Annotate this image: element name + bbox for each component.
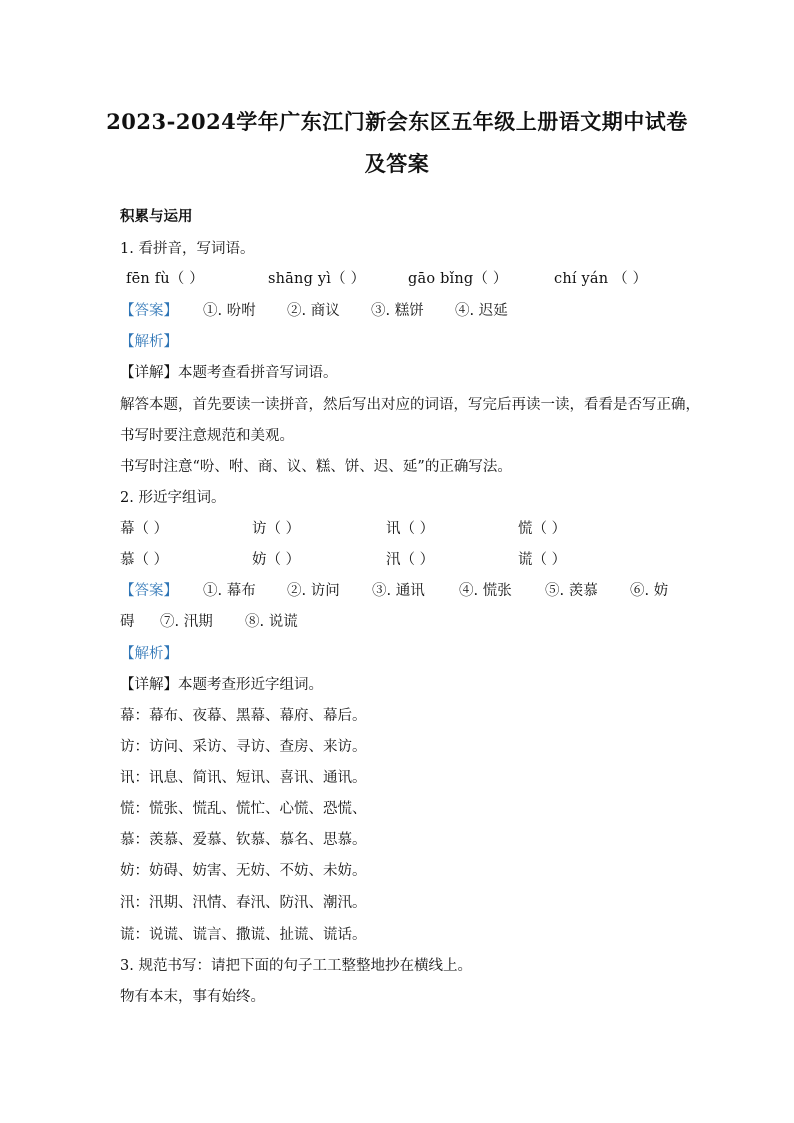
q3-sentence: 物有本末，事有始终。 [120, 989, 265, 1005]
q2-row2-item1: 慕（ ） [120, 552, 169, 568]
document-title-line2: 及答案 [364, 151, 430, 176]
q1-pinyin-1: fēn fù（ ） [126, 271, 205, 287]
q2-analysis-tag: 【解析】 [120, 646, 178, 662]
q2-row1-item2: 访（ ） [252, 521, 301, 537]
q2-row1-item1: 幕（ ） [120, 521, 169, 537]
document-title-line1: 2023-2024学年广东江门新会东区五年级上册语文期中试卷 [106, 109, 688, 134]
q3-question: 3. 规范书写：请把下面的句子工工整整地抄在横线上。 [120, 958, 472, 974]
q1-answer-tag: 【答案】 [120, 303, 178, 319]
q2-answer-tag: 【答案】 [120, 583, 178, 599]
q2-row2-item4: 谎（ ） [518, 552, 567, 568]
q2-answer-2: ②. 访问 [287, 583, 340, 599]
section-heading: 积累与运用 [120, 208, 193, 225]
q2-answer-8: ⑧. 说谎 [245, 614, 298, 630]
q2-answer-5: ⑤. 羡慕 [545, 583, 598, 599]
q1-analysis-tag: 【解析】 [120, 334, 178, 350]
q2-answer-1: ①. 幕布 [203, 583, 256, 599]
q1-question: 1. 看拼音，写词语。 [120, 241, 255, 257]
q1-answer-1: ①. 吩咐 [203, 303, 256, 319]
q1-explain-line2: 书写时要注意规范和美观。 [120, 428, 294, 444]
q1-pinyin-2: shāng yì（ ） [268, 271, 366, 287]
q2-explain-line: 幕：幕布、夜幕、黑幕、幕府、幕后。 [120, 708, 367, 724]
q2-row1-item3: 讯（ ） [386, 521, 435, 537]
q2-explain-line: 慌：慌张、慌乱、慌忙、心慌、恐慌、 [120, 801, 367, 817]
q2-row2-item3: 汛（ ） [386, 552, 435, 568]
q1-explain-line1: 解答本题，首先要读一读拼音，然后写出对应的词语，写完后再读一读，看看是否写正确， [120, 397, 700, 413]
q2-row1-item4: 慌（ ） [518, 521, 567, 537]
q2-answer-6: ⑥. 妨 [630, 583, 669, 599]
q2-explain-line: 访：访问、采访、寻访、查房、来访。 [120, 739, 367, 755]
q1-answer-3: ③. 糕饼 [371, 303, 424, 319]
q1-detail: 【详解】本题考查看拼音写词语。 [120, 365, 338, 381]
q2-explain-line: 谎：说谎、谎言、撒谎、扯谎、谎话。 [120, 927, 367, 943]
q2-explain-line: 妨：妨碍、妨害、无妨、不妨、未妨。 [120, 863, 367, 879]
q1-answer-4: ④. 迟延 [455, 303, 508, 319]
q2-explain-line: 讯：讯息、简讯、短讯、喜讯、通讯。 [120, 770, 367, 786]
q1-pinyin-4: chí yán （ ） [554, 271, 648, 287]
q2-question: 2. 形近字组词。 [120, 490, 226, 506]
q1-pinyin-3: gāo bǐng（ ） [408, 271, 508, 287]
q2-answer-4: ④. 慌张 [459, 583, 512, 599]
q2-detail: 【详解】本题考查形近字组词。 [120, 677, 323, 693]
q1-explain-line3: 书写时注意“吩、咐、商、议、糕、饼、迟、延”的正确写法。 [120, 459, 512, 475]
q2-answer-6-continued: 碍 [120, 614, 135, 630]
q2-row2-item2: 妨（ ） [252, 552, 301, 568]
q2-answer-3: ③. 通讯 [372, 583, 425, 599]
q2-explain-line: 汛：汛期、汛情、春汛、防汛、潮汛。 [120, 895, 367, 911]
q1-answer-2: ②. 商议 [287, 303, 340, 319]
q2-explain-line: 慕：羡慕、爱慕、钦慕、慕名、思慕。 [120, 832, 367, 848]
q2-answer-7: ⑦. 汛期 [160, 614, 213, 630]
